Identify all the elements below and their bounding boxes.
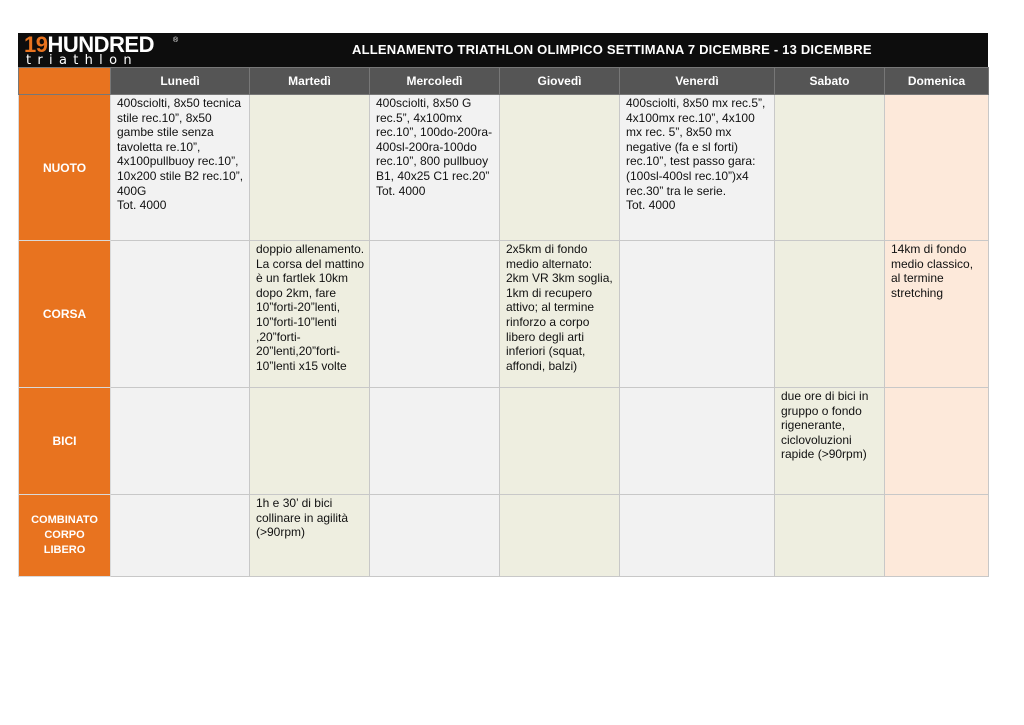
workout-cell (620, 495, 775, 577)
day-header: Venerdì (620, 68, 775, 95)
workout-text: doppio allenamento. La corsa del mattino è un fartlek 10km dopo 2km, fare 10”forti-20”lenti, 10”forti-10”lenti ,20”forti-20”lenti,20”forti-10”lenti x15 volte (256, 242, 365, 373)
workout-cell (500, 95, 620, 241)
workout-cell (500, 241, 620, 388)
sport-label: CORSA (19, 241, 111, 388)
workout-cell (500, 388, 620, 495)
workout-cell (885, 388, 989, 495)
workout-cell (370, 241, 500, 388)
workout-cell (111, 388, 250, 495)
workout-cell (885, 95, 989, 241)
workout-text: 14km di fondo medio classico, al termine stretching (891, 242, 974, 300)
day-header: Giovedì (500, 68, 620, 95)
table-row (19, 388, 989, 495)
sport-label: NUOTO (19, 95, 111, 241)
brand-logo (24, 34, 184, 66)
corner-cell (19, 68, 111, 95)
workout-text: 400sciolti, 8x50 G rec.5”, 4x100mx rec.10”, 100do-200ra-400sl-200ra-100do rec.10”, 800 pullbuoy B1, 40x25 C1 rec.20” Tot. 4000 (376, 96, 493, 198)
day-header: Sabato (775, 68, 885, 95)
header-bar (18, 33, 988, 67)
table-row (19, 95, 989, 241)
workout-text: 2x5km di fondo medio alternato: 2km VR 3km soglia, 1km di recupero attivo; al termine rinforzo a corpo libero degli arti inferiori (squat, affondi, balzi) (506, 242, 613, 373)
workout-cell (250, 241, 370, 388)
workout-cell (500, 495, 620, 577)
workout-cell (775, 95, 885, 241)
workout-text: 400sciolti, 8x50 mx rec.5”, 4x100mx rec.10”, 4x100 mx rec. 5”, 8x50 mx negative (fa e sl forti) rec.10”, test passo gara: (100sl-400sl rec.10”)x4 rec.30” tra le serie. Tot. 4000 (626, 96, 766, 213)
workout-cell (111, 95, 250, 241)
workout-cell (620, 95, 775, 241)
workout-cell (370, 495, 500, 577)
workout-text: 400sciolti, 8x50 tecnica stile rec.10”, 8x50 gambe stile senza tavoletta re.10”, 4x100pullbuoy rec.10”, 10x200 stile B2 rec.10”, 400G Tot. 4000 (117, 96, 244, 213)
workout-cell (885, 241, 989, 388)
day-header: Martedì (250, 68, 370, 95)
table-row (19, 241, 989, 388)
workout-cell (620, 241, 775, 388)
training-sheet (18, 33, 988, 577)
workout-cell (775, 495, 885, 577)
day-header: Lunedì (111, 68, 250, 95)
sport-label: BICI (19, 388, 111, 495)
workout-cell (885, 495, 989, 577)
logo-word: HUNDRED (47, 32, 154, 57)
logo-subtitle: triathlon (26, 53, 138, 68)
page-title: ALLENAMENTO TRIATHLON OLIMPICO SETTIMANA 7 DICEMBRE - 13 DICEMBRE (352, 42, 872, 57)
registered-mark: ® (173, 37, 179, 44)
day-header: Mercoledì (370, 68, 500, 95)
workout-cell (111, 495, 250, 577)
workout-cell (250, 388, 370, 495)
schedule-table (18, 67, 989, 577)
workout-cell (775, 241, 885, 388)
day-header-row (19, 68, 989, 95)
workout-cell (250, 95, 370, 241)
workout-cell (775, 388, 885, 495)
sport-label: COMBINATO CORPO LIBERO (19, 495, 111, 577)
table-row (19, 495, 989, 577)
workout-cell (111, 241, 250, 388)
logo-number: 19 (24, 32, 48, 57)
workout-text: 1h e 30’ di bici collinare in agilità (>90rpm) (256, 496, 349, 540)
workout-cell (620, 388, 775, 495)
workout-cell (370, 388, 500, 495)
day-header: Domenica (885, 68, 989, 95)
workout-text: due ore di bici in gruppo o fondo rigenerante, ciclovoluzioni rapide (>90rpm) (781, 389, 869, 462)
workout-cell (250, 495, 370, 577)
workout-cell (370, 95, 500, 241)
